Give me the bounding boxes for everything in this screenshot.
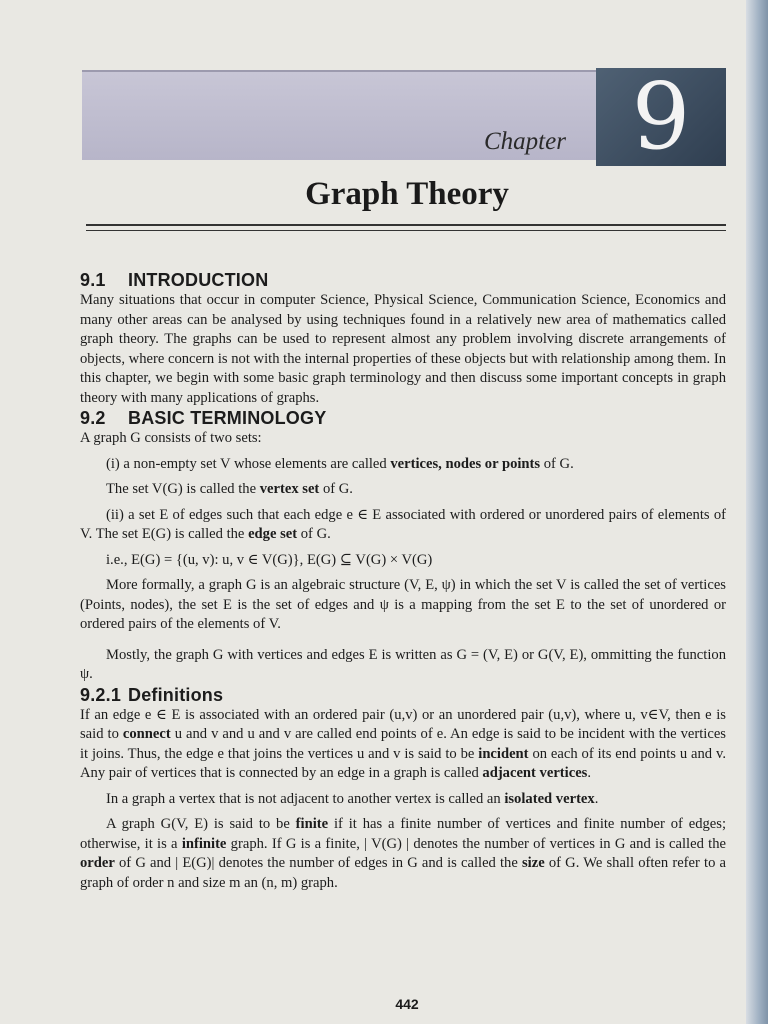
text-run: of G.	[540, 455, 574, 472]
formula-line: i.e., E(G) = {(u, v): u, v ∈ V(G)}, E(G) ⊆ V(G) × V(G)	[106, 551, 433, 568]
section-number: 9.1	[80, 270, 106, 290]
bold-term: size	[522, 855, 545, 871]
text-run: (i) a non-empty set V whose elements are called	[106, 455, 391, 472]
bold-term: vertices, nodes or points	[390, 455, 541, 472]
text-run: (ii) a set E of edges such that each edge e ∈ E associated with ordered or unordered pairs of elements of V. The set E(G) is called the	[80, 506, 726, 542]
text-run: .	[594, 790, 599, 807]
text-run: if it has a finite number of vertices and finite number of edges; otherwise, it is a	[80, 816, 727, 852]
definition-paragraph	[80, 790, 726, 810]
chapter-title: Graph Theory	[305, 176, 509, 212]
section-title: INTRODUCTION	[128, 270, 269, 290]
section-heading-introduction	[80, 270, 726, 291]
terminology-paragraph: Mostly, the graph G with vertices and edges E is written as G = (V, E) or G(V, E), ommitting the function ψ.	[80, 646, 726, 682]
text-run: .	[587, 765, 592, 781]
text-run: u and v and u and v are called end points of e. An edge is said to be incident with the vertices it joins. Thus, the edge e that joins the vertices u and v is said to be	[80, 726, 726, 762]
bold-term: vertex set	[259, 481, 320, 497]
section-heading-basic-terminology	[80, 408, 726, 429]
text-run: of G. We shall often refer to a graph of order n and size m an (n, m) graph.	[80, 855, 727, 891]
bold-term: isolated vertex	[504, 790, 595, 807]
terminology-paragraph: A graph G consists of two sets:	[80, 430, 262, 446]
text-run: A graph G(V, E) is said to be	[106, 816, 296, 832]
section-number: 9.2	[80, 408, 106, 428]
definition-paragraph	[80, 815, 726, 893]
section-number: 9.2.1	[80, 684, 122, 705]
section-title: BASIC TERMINOLOGY	[128, 408, 327, 428]
terminology-paragraph	[80, 480, 726, 500]
chapter-number-box	[596, 63, 726, 170]
text-run: of G and | E(G)| denotes the number of edges in G and is called the	[114, 855, 522, 871]
bold-term: edge set	[248, 526, 298, 542]
text-run: The set V(G) is called the	[106, 481, 260, 497]
bold-term: infinite	[181, 835, 227, 852]
page-edge	[746, 0, 768, 1024]
text-run: of G.	[319, 481, 353, 497]
text-run: on each of its end points u and v. Any pair of vertices that is connected by an edge in a graph is called	[80, 745, 726, 781]
section-title: Definitions	[128, 684, 224, 705]
bold-term: connect	[122, 726, 171, 742]
bold-term: order	[80, 855, 115, 871]
text-run: If an edge e ∈ E is associated with an ordered pair (u,v) or an unordered pair (u,v), where u, v∈V, then e is said to	[80, 706, 726, 742]
text-run: of G.	[297, 526, 331, 542]
text-run: graph. If G is a finite, | V(G) | denotes the number of vertices in G and is called the	[226, 835, 726, 852]
bold-term: incident	[478, 745, 529, 762]
intro-paragraph: Many situations that occur in computer Science, Physical Science, Communication Science, Economics and many other areas can be analysed by using techniques found in a relatively new area of mathematics called graph theory. The graphs can be used to represent almost any problem involving discrete arrangements of objects, where concern is not with the internal properties of these objects but with relationship among them. In this chapter, we begin with some basic graph terminology and then discuss some important concepts in graph theory with many applications of graphs.	[80, 292, 726, 406]
bold-term: finite	[295, 816, 329, 832]
title-rule-thin	[86, 230, 726, 231]
section-heading-definitions	[80, 685, 726, 706]
text-run: In a graph a vertex that is not adjacent to another vertex is called an	[106, 790, 505, 807]
definition-paragraph	[80, 706, 726, 784]
terminology-paragraph	[80, 506, 726, 545]
page-number: 442	[395, 996, 419, 1012]
terminology-paragraph	[80, 455, 726, 475]
bold-term: adjacent vertices	[482, 765, 588, 781]
page-body	[80, 270, 726, 893]
chapter-banner	[82, 70, 680, 160]
title-rule	[86, 224, 726, 226]
chapter-label: Chapter	[484, 128, 566, 155]
chapter-number: 9	[631, 63, 691, 170]
terminology-paragraph: More formally, a graph G is an algebraic structure (V, E, ψ) in which the set V is called the set of vertices (Points, nodes), the set E is the set of edges and ψ is a mapping from the set E to the set of unordered or ordered pairs of the elements of V.	[80, 577, 726, 632]
